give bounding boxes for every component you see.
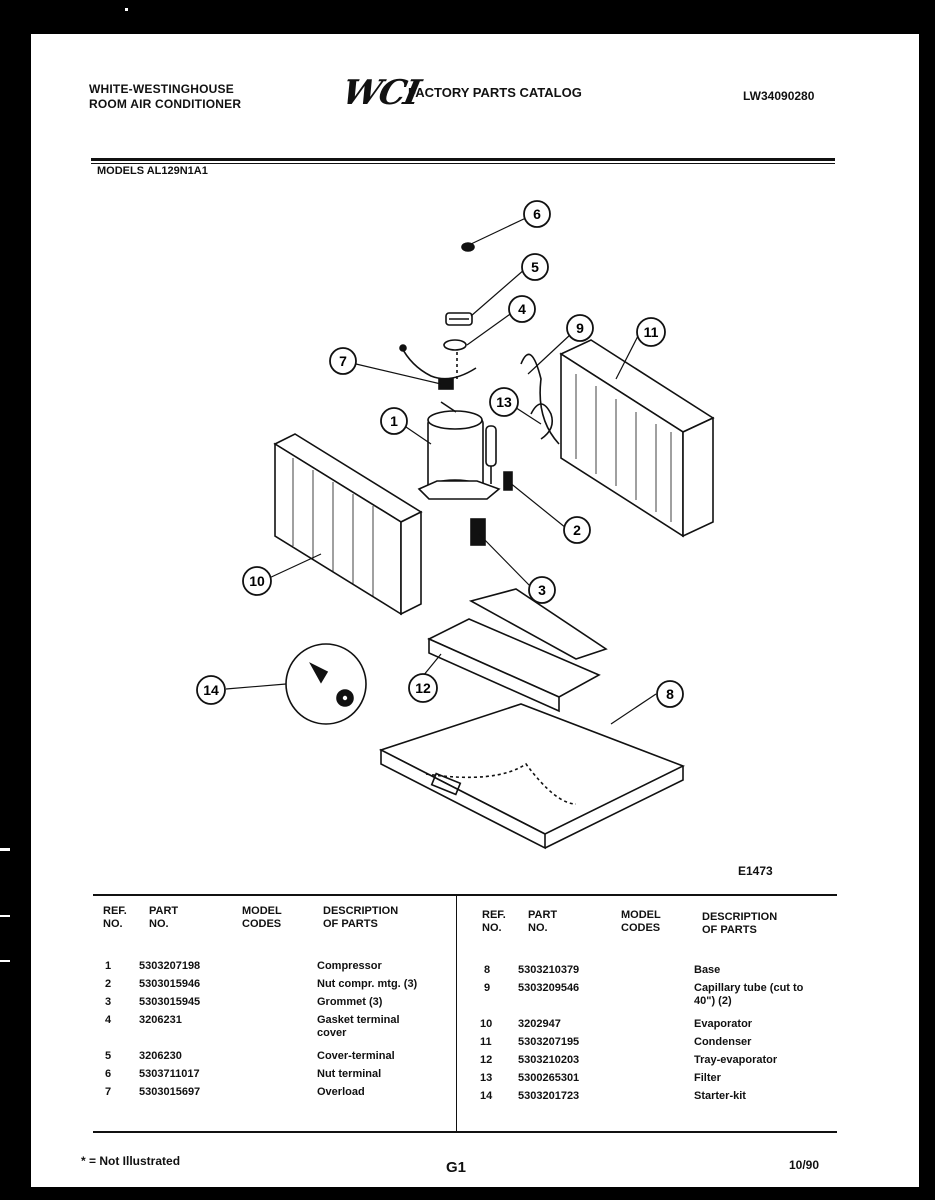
part-no: 5303207198 (139, 960, 201, 972)
description: Nut terminal (317, 1068, 382, 1080)
callout-label: 1 (390, 413, 398, 429)
description: Gasket terminal cover (317, 1014, 400, 1039)
ref-no: 7 (105, 1086, 112, 1098)
header-description: DESCRIPTION OF PARTS (702, 911, 778, 936)
ref-no: 4 (105, 1014, 112, 1026)
catalog-title: FACTORY PARTS CATALOG (408, 85, 582, 100)
scan-artifact (125, 8, 128, 11)
part-no: 5303201723 (518, 1090, 580, 1102)
description: Condenser (694, 1036, 752, 1048)
header-part-no: PART NO. (149, 905, 179, 930)
description: Grommet (3) (317, 996, 383, 1008)
diagram-code: E1473 (738, 864, 773, 878)
ref-no: 3 (105, 996, 112, 1008)
callout-label: 10 (249, 573, 265, 589)
scan-artifact (0, 960, 10, 962)
header-model-codes: MODEL CODES (242, 905, 282, 930)
description: Compressor (317, 960, 382, 972)
header-part-no: PART NO. (528, 909, 558, 934)
callout-label: 4 (518, 301, 526, 317)
description: Base (694, 964, 721, 976)
description: Capillary tube (cut to 40") (2) (694, 982, 804, 1007)
ref-no: 2 (105, 978, 112, 990)
part-no: 3202947 (518, 1018, 561, 1030)
part-no: 5300265301 (518, 1072, 580, 1084)
ref-no: 8 (484, 964, 491, 976)
part-no: 5303207195 (518, 1036, 580, 1048)
header-ref-no: REF. NO. (103, 905, 127, 930)
header-ref-no: REF. NO. (482, 909, 506, 934)
callout-label: 9 (576, 320, 584, 336)
ref-no: 13 (480, 1072, 493, 1084)
header-description: DESCRIPTION OF PARTS (323, 905, 399, 930)
callout-label: 13 (496, 394, 512, 410)
models-line: MODELS AL129N1A1 (97, 165, 208, 177)
description: Filter (694, 1072, 721, 1084)
callout-label: 3 (538, 582, 546, 598)
ref-no: 5 (105, 1050, 112, 1062)
ref-no: 10 (480, 1018, 493, 1030)
header-model-codes: MODEL CODES (621, 909, 661, 934)
page-number: G1 (446, 1159, 467, 1176)
brand-line-1: WHITE-WESTINGHOUSE (89, 82, 234, 96)
scan-artifact (0, 848, 10, 851)
revision-date: 10/90 (789, 1158, 820, 1172)
callout-label: 11 (643, 324, 659, 340)
catalog-id: LW34090280 (743, 89, 815, 103)
part-no: 5303711017 (139, 1068, 200, 1080)
brand-line-2: ROOM AIR CONDITIONER (89, 97, 242, 111)
callout-label: 2 (573, 522, 581, 538)
ref-no: 1 (105, 960, 112, 972)
part-no: 5303015697 (139, 1086, 201, 1098)
scan-artifact (0, 915, 10, 917)
part-no: 3206230 (139, 1050, 182, 1062)
callout-label: 7 (339, 353, 347, 369)
ref-no: 9 (484, 982, 491, 994)
callout-label: 5 (531, 259, 539, 275)
callout-label: 8 (666, 686, 674, 702)
part-no: 5303015946 (139, 978, 201, 990)
part-no: 3206231 (139, 1014, 182, 1026)
footnote-not-illustrated: * = Not Illustrated (81, 1154, 181, 1168)
callout-label: 6 (533, 206, 541, 222)
description: Overload (317, 1086, 365, 1098)
description: Starter-kit (694, 1090, 746, 1102)
description: Evaporator (694, 1018, 753, 1030)
ref-no: 11 (480, 1036, 492, 1048)
wci-logo: WCI (338, 73, 423, 113)
part-no: 5303210379 (518, 964, 580, 976)
ref-no: 6 (105, 1068, 112, 1080)
description: Cover-terminal (317, 1050, 395, 1062)
description: Nut compr. mtg. (3) (317, 978, 418, 990)
callout-label: 12 (415, 680, 431, 696)
callout-label: 14 (203, 682, 219, 698)
ref-no: 14 (480, 1090, 493, 1102)
description: Tray-evaporator (694, 1054, 778, 1066)
part-no: 5303209546 (518, 982, 580, 994)
ref-no: 12 (480, 1054, 493, 1066)
part-no: 5303210203 (518, 1054, 580, 1066)
part-no: 5303015945 (139, 996, 201, 1008)
